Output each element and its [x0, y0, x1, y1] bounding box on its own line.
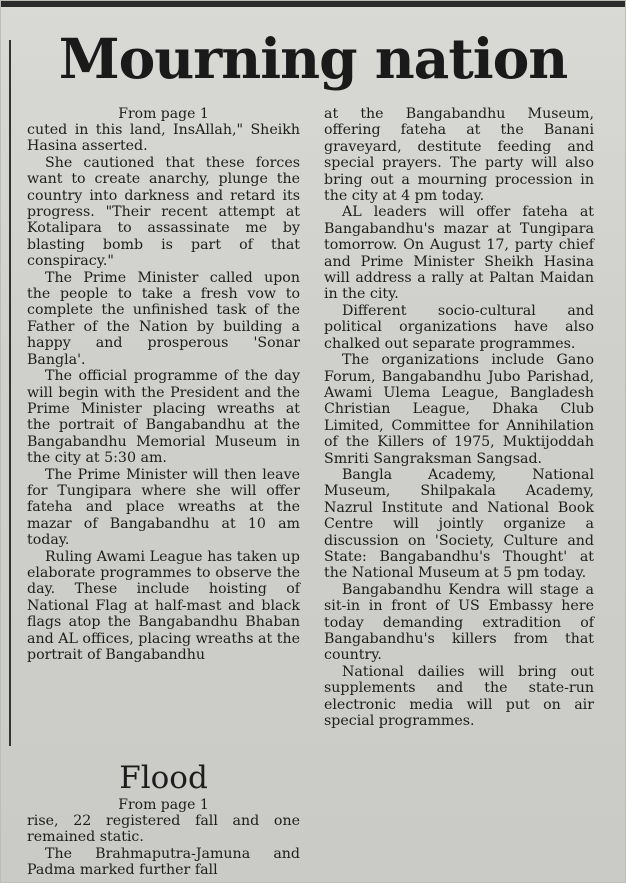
paragraph: Different socio-cultural and political organizations have also chalked out separate programmes.	[324, 302, 594, 352]
paragraph: The Brahmaputra-Jamuna and Padma marked further fall	[27, 845, 300, 879]
paragraph: National dailies will bring out supplements and the state-run electronic media will put on air special programmes.	[324, 663, 594, 730]
paragraph: cuted in this land, InsAllah," Sheikh Hasina asserted.	[27, 122, 300, 155]
headline: Mourning nation	[58, 26, 568, 91]
paragraph: Ruling Awami League has taken up elaborate programmes to observe the day. These include hoisting of National Flag at half-mast and black flags atop the Bangabandhu Bhaban and AL offices, placing wreaths at the portrait of Bangabandhu	[27, 548, 300, 663]
paragraph: The organizations include Gano Forum, Bangabandhu Jubo Parishad, Awami Ulema League, Bangladesh Christian League, Dhaka Club Limited, Committee for Annihilation of the Killers of 1975, Muktijoddah Smriti Sangraksman Sangsad.	[324, 352, 594, 467]
paragraph: at the Bangabandhu Museum, offering fateha at the Banani graveyard, destitute feeding and special prayers. The party will also bring out a mourning procession in the city at 4 pm today.	[324, 106, 594, 205]
paragraph: AL leaders will offer fateha at Bangabandhu's mazar at Tungipara tomorrow. On August 17, party chief and Prime Minister Sheikh Hasina will address a rally at Paltan Maidan in the city.	[324, 204, 594, 303]
paragraph: Bangabandhu Kendra will stage a sit-in in front of US Embassy here today demanding extradition of Bangabandhu's killers from that country.	[324, 581, 594, 664]
paragraph: The official programme of the day will begin with the President and the Prime Minister placing wreaths at the portrait of Bangabandhu at the Bangabandhu Memorial Museum in the city at 5:30 am.	[27, 368, 300, 467]
paragraph: The Prime Minister will then leave for Tungipara where she will offer fateha and place wreaths at the mazar of Bangabandhu at 10 am today.	[27, 466, 300, 549]
paragraph: The Prime Minister called upon the people to take a fresh vow to complete the unfinished task of the Father of the Nation by building a happy and prosperous 'Sonar Bangla'.	[27, 269, 300, 368]
paragraph: Bangla Academy, National Museum, Shilpakala Academy, Nazrul Institute and National Book Centre will jointly organize a discussion on 'Society, Culture and State: Bangabandhu's Thought' at the National Museum at 5 pm today.	[324, 466, 594, 582]
paragraph: She cautioned that these forces want to create anarchy, plunge the country into darkness and retard its progress. "Their recent attempt at Kotalipara to assassinate me by blasting bomb is part of that conspiracy."	[27, 154, 300, 270]
story-kicker: From page 1	[118, 797, 209, 813]
flood-headline: Flood	[119, 760, 208, 796]
story-kicker: From page 1	[118, 106, 209, 122]
paragraph: rise, 22 registered fall and one remained static.	[27, 813, 300, 846]
